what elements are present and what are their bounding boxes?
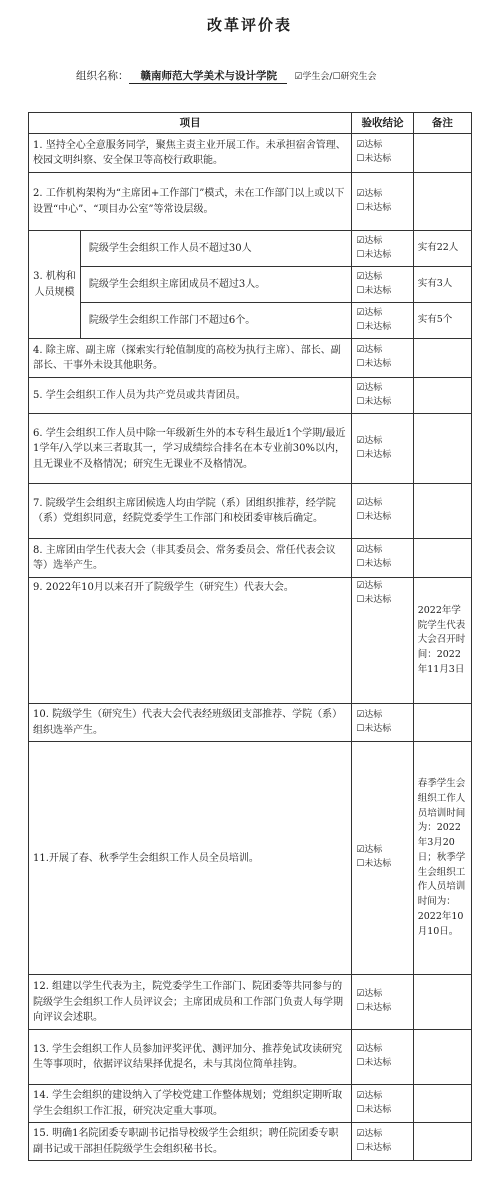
fail-checkbox[interactable]: ☐未达标 — [356, 285, 392, 296]
row-note — [413, 134, 471, 173]
table-row — [29, 173, 472, 231]
row-item: 6. 学生会组织工作人员中除一年级新生外的本专科生最近1个学期/最近1学年/入学以来三者取其一，学习成绩综合排名在本专业前30%以内，且无课业不及格情况；研究生无课业不及格情况。 — [29, 414, 352, 484]
result-cell — [352, 1030, 413, 1085]
table-row — [29, 1085, 472, 1123]
fail-checkbox[interactable]: ☐未达标 — [356, 595, 392, 606]
table-row — [29, 1030, 472, 1085]
table-row — [29, 742, 472, 975]
result-cell — [352, 339, 413, 378]
table-row — [29, 267, 472, 303]
organization-line — [76, 68, 377, 84]
row-item: 8. 主席团由学生代表大会（非其委员会、常务委员会、常任代表会议等）选举产生。 — [29, 539, 352, 578]
row-item: 1. 坚持全心全意服务同学，聚焦主责主业开展工作。未承担宿舍管理、校园文明纠察、安全保卫等高校行政职能。 — [29, 134, 352, 173]
table-row — [29, 539, 472, 578]
pass-checkbox[interactable]: ☑达标 — [356, 307, 383, 318]
student-union-checkbox[interactable]: ☑学生会 — [294, 72, 330, 82]
row-item: 11.开展了春、秋季学生会组织工作人员全员培训。 — [29, 742, 352, 975]
result-cell — [352, 134, 413, 173]
result-cell — [352, 1123, 413, 1161]
fail-checkbox[interactable]: ☐未达标 — [356, 559, 392, 570]
row-item: 院级学生会组织工作部门不超过6个。 — [80, 303, 351, 339]
row-item: 4. 除主席、副主席（探索实行轮值制度的高校为执行主席）、部长、副部长、干事外未设其他职务。 — [29, 339, 352, 378]
pass-checkbox[interactable]: ☑达标 — [356, 989, 383, 1000]
row-item: 13. 学生会组织工作人员参加评奖评优、测评加分、推荐免试攻读研究生等事项时，依据评议结果择优提名，未与其岗位简单挂钩。 — [29, 1030, 352, 1085]
fail-checkbox[interactable]: ☐未达标 — [356, 512, 392, 523]
pass-checkbox[interactable]: ☑达标 — [356, 435, 383, 446]
row-item: 5. 学生会组织工作人员为共产党员或共青团员。 — [29, 378, 352, 414]
result-cell — [352, 414, 413, 484]
row-note — [413, 1085, 471, 1123]
graduate-union-checkbox[interactable]: ☐研究生会 — [332, 72, 377, 82]
pass-checkbox[interactable]: ☑达标 — [356, 271, 383, 282]
result-cell — [352, 303, 413, 339]
result-cell — [352, 173, 413, 231]
pass-checkbox[interactable]: ☑达标 — [356, 140, 383, 151]
row-item: 12. 组建以学生代表为主，院党委学生工作部门、院团委等共同参与的院级学生会组织工作人员评议会；主席团成员和工作部门负责人每学期向评议会述职。 — [29, 975, 352, 1030]
pass-checkbox[interactable]: ☑达标 — [356, 1128, 383, 1139]
form-title: 改革评价表 — [206, 16, 292, 34]
result-cell — [352, 484, 413, 539]
row-item: 院级学生会组织主席团成员不超过3人。 — [80, 267, 351, 303]
table-row — [29, 704, 472, 742]
row-note — [413, 339, 471, 378]
row-note: 2022年学院学生代表大会召开时间：2022年11月3日 — [413, 578, 471, 704]
result-cell — [352, 975, 413, 1030]
table-row — [29, 414, 472, 484]
row-item: 10. 院级学生（研究生）代表大会代表经班级团支部推荐、学院（系）组织选举产生。 — [29, 704, 352, 742]
pass-checkbox[interactable]: ☑达标 — [356, 188, 383, 199]
row-item: 15. 明确1名院团委专职副书记指导校级学生会组织；聘任院团委专职副书记或干部担任院级学生会组织秘书长。 — [29, 1123, 352, 1161]
header-result: 验收结论 — [352, 113, 413, 134]
result-cell — [352, 378, 413, 414]
table-row — [29, 578, 472, 704]
table-row — [29, 231, 472, 267]
row-note — [413, 1123, 471, 1161]
pass-checkbox[interactable]: ☑达标 — [356, 581, 383, 592]
fail-checkbox[interactable]: ☐未达标 — [356, 859, 392, 870]
table-row — [29, 484, 472, 539]
result-cell — [352, 539, 413, 578]
row-item: 9. 2022年10月以来召开了院级学生（研究生）代表大会。 — [29, 578, 352, 704]
table-row — [29, 303, 472, 339]
pass-checkbox[interactable]: ☑达标 — [356, 845, 383, 856]
fail-checkbox[interactable]: ☐未达标 — [356, 396, 392, 407]
table-row — [29, 1123, 472, 1161]
result-cell — [352, 704, 413, 742]
fail-checkbox[interactable]: ☐未达标 — [356, 249, 392, 260]
row-item: 14. 学生会组织的建设纳入了学校党建工作整体规划；党组织定期听取学生会组织工作汇报，研究决定重大事项。 — [29, 1085, 352, 1123]
fail-checkbox[interactable]: ☐未达标 — [356, 321, 392, 332]
option-separator: / — [329, 72, 333, 82]
result-cell — [352, 1085, 413, 1123]
row-item: 2. 工作机构架构为“主席团+工作部门”模式，未在工作部门以上或以下设置“中心”、“项目办公室”等常设层级。 — [29, 173, 352, 231]
result-cell — [352, 742, 413, 975]
pass-checkbox[interactable]: ☑达标 — [356, 545, 383, 556]
pass-checkbox[interactable]: ☑达标 — [356, 382, 383, 393]
header-note: 备注 — [413, 113, 471, 134]
row-note — [413, 484, 471, 539]
row-note — [413, 1030, 471, 1085]
fail-checkbox[interactable]: ☐未达标 — [356, 449, 392, 460]
fail-checkbox[interactable]: ☐未达标 — [356, 1142, 392, 1153]
category-cell: 3. 机构和人员规模 — [29, 231, 81, 339]
header-item: 项目 — [29, 113, 352, 134]
org-label: 组织名称： — [76, 70, 129, 82]
row-note: 实有5个 — [413, 303, 471, 339]
fail-checkbox[interactable]: ☐未达标 — [356, 1058, 392, 1069]
table-row — [29, 378, 472, 414]
row-note — [413, 539, 471, 578]
table-row — [29, 339, 472, 378]
row-note — [413, 704, 471, 742]
pass-checkbox[interactable]: ☑达标 — [356, 709, 383, 720]
row-note — [413, 975, 471, 1030]
fail-checkbox[interactable]: ☐未达标 — [356, 202, 392, 213]
fail-checkbox[interactable]: ☐未达标 — [356, 359, 392, 370]
table-row — [29, 975, 472, 1030]
row-item: 7. 院级学生会组织主席团候选人均由学院（系）团组织推荐，经学院（系）党组织同意，经院党委学生工作部门和校团委审核后确定。 — [29, 484, 352, 539]
fail-checkbox[interactable]: ☐未达标 — [356, 154, 392, 165]
row-note — [413, 378, 471, 414]
fail-checkbox[interactable]: ☐未达标 — [356, 723, 392, 734]
row-item: 院级学生会组织工作人员不超过30人 — [80, 231, 351, 267]
result-cell — [352, 578, 413, 704]
org-name: 赣南师范大学美术与设计学院 — [129, 68, 288, 84]
row-note: 实有22人 — [413, 231, 471, 267]
row-note: 春季学生会组织工作人员培训时间为：2022年3月20日；秋季学生会组织工作人员培训时间为：2022年10月10日。 — [413, 742, 471, 975]
table-row — [29, 134, 472, 173]
result-cell — [352, 231, 413, 267]
fail-checkbox[interactable]: ☐未达标 — [356, 1104, 392, 1115]
pass-checkbox[interactable]: ☑达标 — [356, 1044, 383, 1055]
pass-checkbox[interactable]: ☑达标 — [356, 345, 383, 356]
pass-checkbox[interactable]: ☑达标 — [356, 498, 383, 509]
row-note — [413, 173, 471, 231]
pass-checkbox[interactable]: ☑达标 — [356, 1090, 383, 1101]
fail-checkbox[interactable]: ☐未达标 — [356, 1003, 392, 1014]
row-note — [413, 414, 471, 484]
evaluation-table — [28, 112, 472, 1161]
table-header-row — [29, 113, 472, 134]
pass-checkbox[interactable]: ☑达标 — [356, 235, 383, 246]
result-cell — [352, 267, 413, 303]
row-note: 实有3人 — [413, 267, 471, 303]
